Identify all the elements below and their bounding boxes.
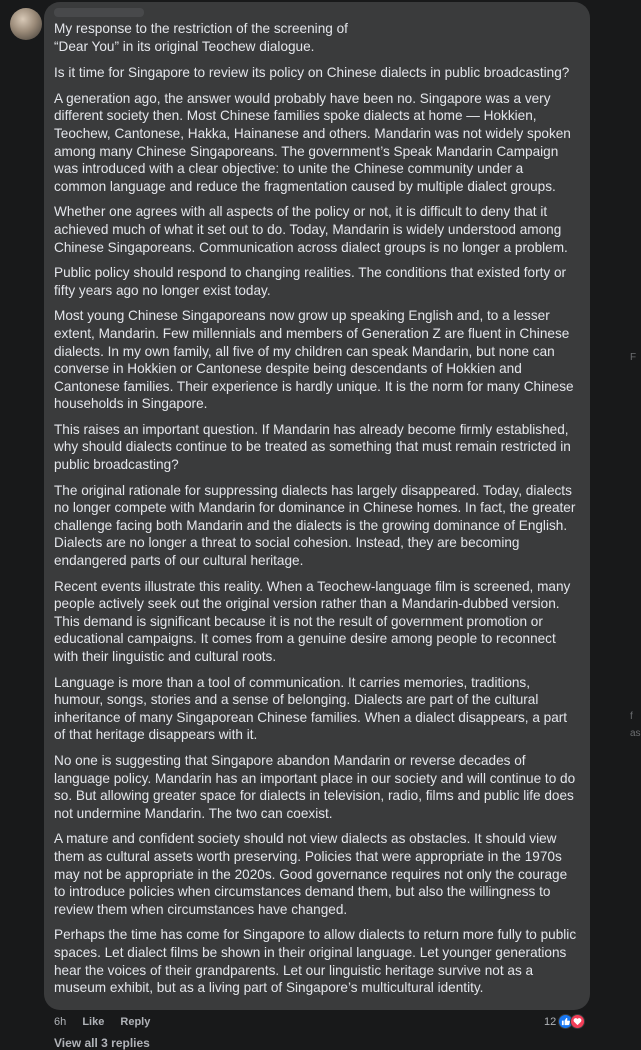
reaction-summary[interactable] (544, 1014, 585, 1029)
comment-paragraph: Whether one agrees with all aspects of the policy or not, it is difficult to deny that it achieved much of what it set out to do. Today, Mandarin is widely understood among Chinese Singaporeans. Communication across dialect groups is no longer a problem. (54, 204, 568, 255)
comment-paragraph: My response to the restriction of the screening of “Dear You” in its original Teochew dialogue. (54, 21, 348, 54)
comment-paragraph: No one is suggesting that Singapore abandon Mandarin or reverse decades of language policy. Mandarin has an important place in our society and will continue to do so. But allowing greater space for dialects in television, radio, films and public life does not undermine Mandarin. The two can coexist. (54, 752, 576, 821)
comment-body (54, 20, 578, 997)
comment-paragraph: Language is more than a tool of communication. It carries memories, traditions, humour, songs, stories and a sense of belonging. Dialects are part of the cultural inheritance of many Singaporean Chinese families. When a dialect disappears, a part of that heritage disappears with it. (54, 674, 568, 743)
like-button[interactable]: Like (82, 1016, 105, 1028)
comment-paragraph: This raises an important question. If Mandarin has already become firmly established, why should dialects continue to be treated as something that must remain restricted in public broadcasting? (54, 421, 571, 473)
heart-icon (570, 1014, 585, 1029)
comment-paragraph: The original rationale for suppressing dialects has largely disappeared. Today, dialects no longer compete with Mandarin for dominance in Chinese homes. In fact, the greater challenge facing both Mandarin and the dialects is the growing dominance of English. Dialects are no longer a threat to social cohesion. Instead, they are becoming endangered parts of our cultural heritage. (54, 482, 576, 569)
comment-paragraph: A generation ago, the answer would probably have been no. Singapore was a very different society then. Most Chinese families spoke dialects at home — Hokkien, Teochew, Cantonese, Hakka, Hainanese and others. Mandarin was not widely spoken among many Chinese Singaporeans. The government’s Speak Mandarin Campaign was introduced with a clear objective: to unite the Chinese community under a common language and reduce the fragmentation caused by multiple dialect groups. (54, 90, 571, 194)
reply-button[interactable]: Reply (120, 1016, 151, 1028)
edge-fragment: as (630, 728, 641, 739)
comment-paragraph: A mature and confident society should not view dialects as obstacles. It should view them as cultural assets worth preserving. Policies that were appropriate in the 1970s may not be appropriate in the 2020s. Good governance requires not only the courage to introduce policies when circumstances demand them, but also the willingness to review them when circumstances have changed. (54, 831, 568, 917)
reaction-count: 12 (544, 1015, 557, 1028)
comment-paragraph: Public policy should respond to changing realities. The conditions that existed forty or fifty years ago no longer exist today. (54, 265, 567, 298)
comment-bubble (44, 2, 590, 1010)
comment-timestamp[interactable]: 6h (54, 1016, 67, 1028)
comment-paragraph: Most young Chinese Singaporeans now grow up speaking English and, to a lesser extent, Mandarin. Few millennials and members of Generation Z are fluent in Chinese dialects. In my own family, all five of my children can speak Mandarin, but none can converse in Hokkien or Cantonese despite being descendants of Hokkien and Cantonese families. Their experience is hardly unique. It is the norm for many Chinese households in Singapore. (54, 308, 574, 412)
edge-fragment: f (630, 711, 633, 722)
comment-paragraph: Recent events illustrate this reality. When a Teochew-language film is screened, many people actively seek out the original version rather than a Mandarin-dubbed version. This demand is significant because it is not the result of government promotion or educational campaigns. It comes from a genuine desire among people to reconnect with their linguistic and cultural roots. (54, 578, 571, 664)
comment-paragraph: Perhaps the time has come for Singapore to allow dialects to return more fully to public spaces. Let dialect films be shown in their original language. Let younger generations hear the voices of their grandparents. Let our linguistic heritage survive not as a museum exhibit, but as a living part of Singapore’s multicultural identity. (54, 927, 577, 996)
avatar[interactable] (10, 8, 42, 40)
edge-fragment: F (630, 352, 637, 363)
comment-paragraph: Is it time for Singapore to review its policy on Chinese dialects in public broadcasting? (54, 65, 570, 81)
comment-actions (54, 1016, 163, 1028)
view-replies-link[interactable]: View all 3 replies (54, 1036, 150, 1050)
commenter-name[interactable] (54, 4, 578, 20)
